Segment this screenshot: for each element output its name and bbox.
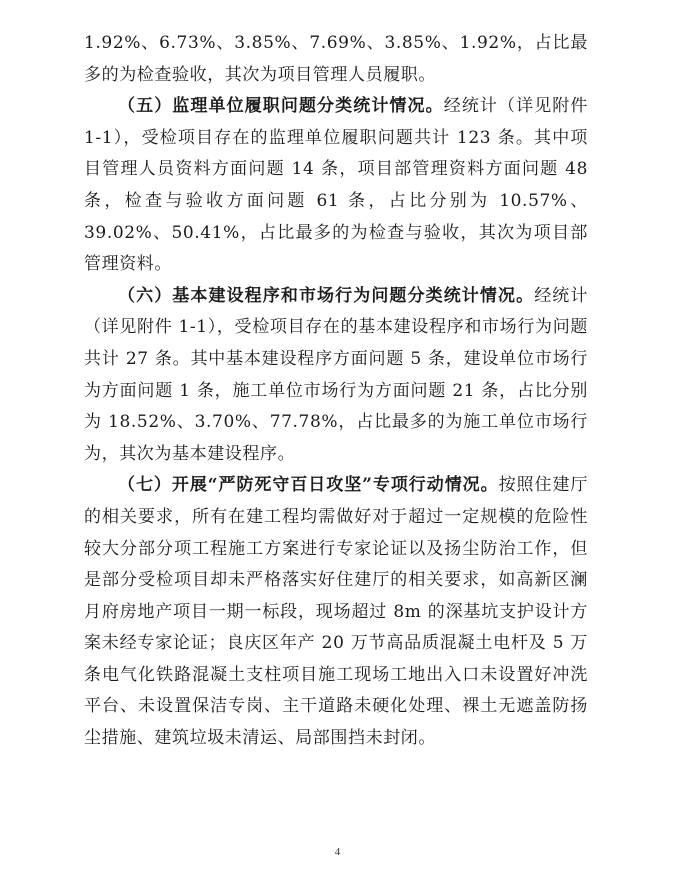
paragraph-section-7 [84,470,588,754]
section-heading: （七）开展“严防死守百日攻坚”专项行动情况。 [118,475,499,496]
paragraph-text: 经统计（详见附件 1-1），受检项目存在的基本建设程序和市场行为问题共计 27 条。其中基本建设程序方面问题 5 条，建设单位市场行为方面问题 1 条，施工单位市场行为方面问题 21 条，占比分别为 18.52%、3.70%、77.78%，占比最多的为施工单位市场行为，其次为基本建设程序。 [84,285,588,464]
paragraph-section-6 [84,281,588,471]
paragraph-continuation [84,28,588,91]
paragraph-text: 经统计（详见附件 1-1），受检项目存在的监理单位履职问题共计 123 条。其中项目管理人员资料方面问题 14 条，项目部管理资料方面问题 48 条，检查与验收方面问题 61 条，占比分别为 10.57%、39.02%、50.41%，占比最多的为检查与验收，其次为项目部管理资料。 [84,96,588,275]
paragraph-text: 1.92%、6.73%、3.85%、7.69%、3.85%、1.92%，占比最多的为检查验收，其次为项目管理人员履职。 [84,33,588,85]
paragraph-section-5 [84,91,588,281]
document-body [84,28,588,755]
section-heading: （五）监理单位履职问题分类统计情况。 [118,96,444,117]
paragraph-text: 按照住建厅的相关要求，所有在建工程均需做好对于超过一定规模的危险性较大分部分项工程施工方案进行专家论证以及扬尘防治工作，但是部分受检项目却未严格落实好住建厅的相关要求，如高新区澜月府房地产项目一期一标段，现场超过 8m 的深基坑支护设计方案未经专家论证；良庆区年产 20 万节高品质混凝土电杆及 5 万条电气化铁路混凝土支柱项目施工现场工地出入口未设置好冲洗平台、未设置保洁专岗、主干道路未硬化处理、裸土无遮盖防扬尘措施、建筑垃圾未清运、局部围挡未封闭。 [84,475,588,749]
section-heading: （六）基本建设程序和市场行为问题分类统计情况。 [118,285,535,306]
page-number: 4 [334,846,341,858]
